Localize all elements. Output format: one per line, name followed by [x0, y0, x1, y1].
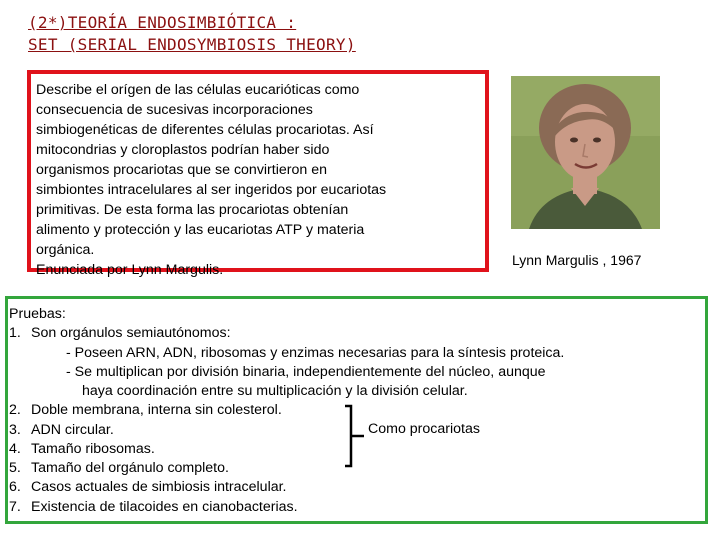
title-line-2: SET (SERIAL ENDOSYMBIOSIS THEORY): [28, 35, 356, 54]
item-number: 2.: [9, 402, 21, 418]
description-box: [27, 70, 489, 278]
item-text: ADN circular.: [31, 422, 114, 438]
item-number: 7.: [9, 499, 21, 515]
evidence-subitem-continued: haya coordinación entre su multiplicación y la división celular.: [82, 383, 468, 399]
description-line: simbiogenéticas de diferentes células procariotas. Así: [36, 122, 374, 138]
evidence-item-3: [9, 421, 114, 441]
item-text: Tamaño del orgánulo completo.: [31, 460, 229, 476]
slide-title: [28, 12, 468, 56]
evidence-item-2: [9, 401, 282, 421]
evidence-heading: Pruebas:: [9, 306, 66, 322]
evidence-subitem: - Se multiplican por división binaria, independientemente del núcleo, aunque: [66, 364, 546, 380]
evidence-item-5: [9, 459, 229, 479]
item-number: 4.: [9, 441, 21, 457]
description-line: primitivas. De esta forma las procariotas obtenían: [36, 202, 349, 218]
evidence-item-7: [9, 498, 298, 518]
description-line: orgánica.: [36, 242, 95, 258]
evidence-item-1: [9, 324, 231, 344]
item-number: 6.: [9, 479, 21, 495]
description-line: mitocondrias y cloroplastos podrían haber sido: [36, 142, 330, 158]
description-line: organismos procariotas que se convirtieron en: [36, 162, 327, 178]
evidence-subitem: - Poseen ARN, ADN, ribosomas y enzimas necesarias para la síntesis proteica.: [66, 345, 565, 361]
item-number: 1.: [9, 325, 21, 341]
description-line: Describe el orígen de las células eucarióticas como: [36, 82, 360, 98]
bracket-icon: [343, 404, 365, 468]
item-text: Existencia de tilacoides en cianobacterias.: [31, 499, 298, 515]
item-number: 5.: [9, 460, 21, 476]
item-text: Son orgánulos semiautónomos:: [31, 325, 231, 341]
item-text: Tamaño ribosomas.: [31, 441, 155, 457]
item-text: Doble membrana, interna sin colesterol.: [31, 402, 282, 418]
evidence-item-4: [9, 440, 155, 460]
bracket-label: Como procariotas: [368, 421, 480, 437]
portrait-caption: Lynn Margulis , 1967: [512, 252, 642, 268]
description-line: simbiontes intracelulares al ser ingeridos por eucariotas: [36, 182, 387, 198]
description-line: consecuencia de sucesivas incorporaciones: [36, 102, 313, 118]
item-number: 3.: [9, 422, 21, 438]
item-text: Casos actuales de simbiosis intracelular.: [31, 479, 287, 495]
title-line-1: (2*)TEORÍA ENDOSIMBIÓTICA :: [28, 13, 297, 32]
description-line: Enunciada por Lynn Margulis.: [36, 262, 224, 278]
portrait-photo: [511, 76, 660, 229]
description-line: alimento y protección y las eucariotas ATP y materia: [36, 222, 365, 238]
evidence-item-6: [9, 478, 287, 498]
